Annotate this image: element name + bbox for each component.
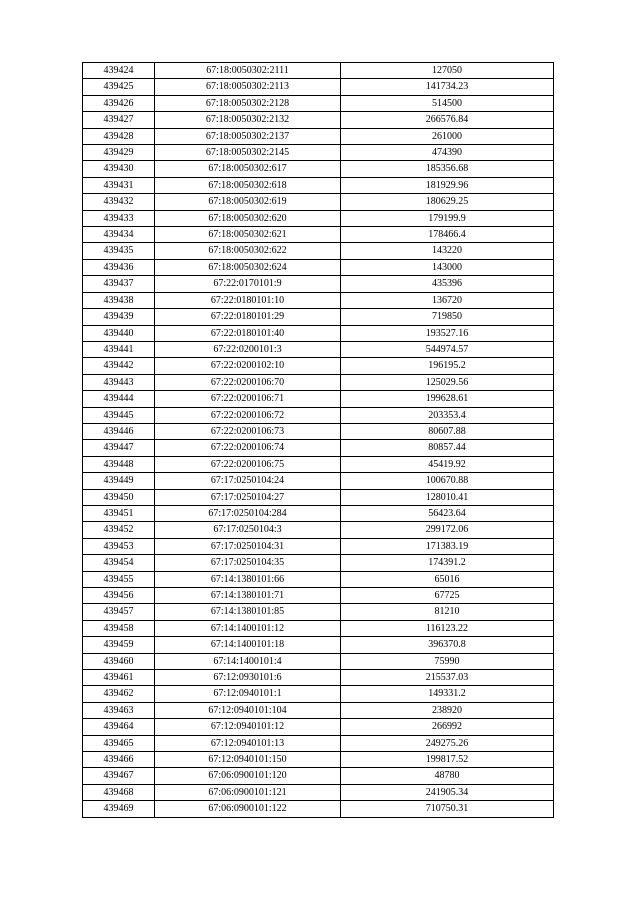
row-number-cell: 439431 <box>83 177 155 193</box>
value-cell: 171383.19 <box>341 538 554 554</box>
row-number-cell: 439441 <box>83 341 155 357</box>
value-cell: 128010.41 <box>341 489 554 505</box>
value-cell: 435396 <box>341 276 554 292</box>
table-row <box>83 784 554 800</box>
cadastral-number-cell: 67:18:0050302:2113 <box>155 79 341 95</box>
cadastral-number-cell: 67:14:1380101:71 <box>155 588 341 604</box>
table-row <box>83 456 554 472</box>
table-row <box>83 637 554 653</box>
row-number-cell: 439448 <box>83 456 155 472</box>
table-row <box>83 604 554 620</box>
cadastral-number-cell: 67:06:0900101:122 <box>155 801 341 817</box>
row-number-cell: 439455 <box>83 571 155 587</box>
row-number-cell: 439424 <box>83 63 155 79</box>
cadastral-number-cell: 67:18:0050302:2111 <box>155 63 341 79</box>
cadastral-number-cell: 67:12:0940101:104 <box>155 702 341 718</box>
cadastral-number-cell: 67:22:0200106:70 <box>155 374 341 390</box>
table-body <box>83 63 554 818</box>
row-number-cell: 439446 <box>83 423 155 439</box>
cadastral-number-cell: 67:18:0050302:624 <box>155 259 341 275</box>
value-cell: 241905.34 <box>341 784 554 800</box>
row-number-cell: 439467 <box>83 768 155 784</box>
table-row <box>83 752 554 768</box>
table-row <box>83 407 554 423</box>
row-number-cell: 439432 <box>83 194 155 210</box>
row-number-cell: 439457 <box>83 604 155 620</box>
row-number-cell: 439449 <box>83 473 155 489</box>
row-number-cell: 439454 <box>83 555 155 571</box>
table-row <box>83 686 554 702</box>
table-row <box>83 702 554 718</box>
table-row <box>83 571 554 587</box>
cadastral-number-cell: 67:18:0050302:618 <box>155 177 341 193</box>
value-cell: 178466.4 <box>341 227 554 243</box>
table-row <box>83 276 554 292</box>
table-row <box>83 95 554 111</box>
cadastral-number-cell: 67:14:1400101:18 <box>155 637 341 653</box>
row-number-cell: 439435 <box>83 243 155 259</box>
row-number-cell: 439426 <box>83 95 155 111</box>
row-number-cell: 439440 <box>83 325 155 341</box>
value-cell: 141734.23 <box>341 79 554 95</box>
row-number-cell: 439452 <box>83 522 155 538</box>
table-row <box>83 259 554 275</box>
value-cell: 100670.88 <box>341 473 554 489</box>
cadastral-number-cell: 67:17:0250104:3 <box>155 522 341 538</box>
value-cell: 185356.68 <box>341 161 554 177</box>
table-row <box>83 358 554 374</box>
cadastral-number-cell: 67:17:0250104:31 <box>155 538 341 554</box>
value-cell: 67725 <box>341 588 554 604</box>
value-cell: 266576.84 <box>341 112 554 128</box>
row-number-cell: 439469 <box>83 801 155 817</box>
cadastral-number-cell: 67:22:0180101:29 <box>155 309 341 325</box>
row-number-cell: 439436 <box>83 259 155 275</box>
row-number-cell: 439438 <box>83 292 155 308</box>
row-number-cell: 439428 <box>83 128 155 144</box>
row-number-cell: 439430 <box>83 161 155 177</box>
value-cell: 174391.2 <box>341 555 554 571</box>
row-number-cell: 439425 <box>83 79 155 95</box>
cadastral-number-cell: 67:18:0050302:621 <box>155 227 341 243</box>
table-row <box>83 194 554 210</box>
row-number-cell: 439429 <box>83 145 155 161</box>
value-cell: 266992 <box>341 719 554 735</box>
value-cell: 719850 <box>341 309 554 325</box>
cadastral-number-cell: 67:22:0200106:73 <box>155 423 341 439</box>
row-number-cell: 439445 <box>83 407 155 423</box>
table-row <box>83 177 554 193</box>
row-number-cell: 439466 <box>83 752 155 768</box>
table-row <box>83 505 554 521</box>
value-cell: 127050 <box>341 63 554 79</box>
table-row <box>83 670 554 686</box>
table-row <box>83 768 554 784</box>
table-row <box>83 292 554 308</box>
table-row <box>83 620 554 636</box>
value-cell: 75990 <box>341 653 554 669</box>
cadastral-number-cell: 67:17:0250104:35 <box>155 555 341 571</box>
row-number-cell: 439458 <box>83 620 155 636</box>
cadastral-number-cell: 67:12:0940101:12 <box>155 719 341 735</box>
cadastral-number-cell: 67:18:0050302:2145 <box>155 145 341 161</box>
cadastral-number-cell: 67:06:0900101:121 <box>155 784 341 800</box>
value-cell: 249275.26 <box>341 735 554 751</box>
value-cell: 149331.2 <box>341 686 554 702</box>
value-cell: 199817.52 <box>341 752 554 768</box>
table-row <box>83 735 554 751</box>
value-cell: 81210 <box>341 604 554 620</box>
table-row <box>83 391 554 407</box>
table-row <box>83 341 554 357</box>
cadastral-number-cell: 67:12:0940101:13 <box>155 735 341 751</box>
cadastral-number-cell: 67:22:0200106:75 <box>155 456 341 472</box>
cadastral-number-cell: 67:12:0940101:150 <box>155 752 341 768</box>
value-cell: 203353.4 <box>341 407 554 423</box>
cadastral-number-cell: 67:12:0930101:6 <box>155 670 341 686</box>
row-number-cell: 439453 <box>83 538 155 554</box>
row-number-cell: 439444 <box>83 391 155 407</box>
row-number-cell: 439450 <box>83 489 155 505</box>
value-cell: 181929.96 <box>341 177 554 193</box>
row-number-cell: 439427 <box>83 112 155 128</box>
table-row <box>83 112 554 128</box>
value-cell: 215537.03 <box>341 670 554 686</box>
table-row <box>83 440 554 456</box>
table-row <box>83 79 554 95</box>
row-number-cell: 439463 <box>83 702 155 718</box>
row-number-cell: 439459 <box>83 637 155 653</box>
table-row <box>83 243 554 259</box>
value-cell: 143000 <box>341 259 554 275</box>
value-cell: 199628.61 <box>341 391 554 407</box>
value-cell: 710750.31 <box>341 801 554 817</box>
cadastral-number-cell: 67:18:0050302:619 <box>155 194 341 210</box>
table-row <box>83 325 554 341</box>
table-row <box>83 374 554 390</box>
value-cell: 48780 <box>341 768 554 784</box>
table-row <box>83 423 554 439</box>
cadastral-number-cell: 67:12:0940101:1 <box>155 686 341 702</box>
cadastral-number-cell: 67:14:1400101:4 <box>155 653 341 669</box>
row-number-cell: 439434 <box>83 227 155 243</box>
cadastral-number-cell: 67:18:0050302:622 <box>155 243 341 259</box>
value-cell: 65016 <box>341 571 554 587</box>
value-cell: 45419.92 <box>341 456 554 472</box>
row-number-cell: 439437 <box>83 276 155 292</box>
cadastral-number-cell: 67:18:0050302:2128 <box>155 95 341 111</box>
cadastral-number-cell: 67:17:0250104:27 <box>155 489 341 505</box>
cadastral-number-cell: 67:22:0180101:10 <box>155 292 341 308</box>
table-row <box>83 522 554 538</box>
cadastral-number-cell: 67:17:0250104:24 <box>155 473 341 489</box>
table-row <box>83 801 554 817</box>
table-row <box>83 63 554 79</box>
cadastral-number-cell: 67:18:0050302:2137 <box>155 128 341 144</box>
cadastral-number-cell: 67:22:0200106:72 <box>155 407 341 423</box>
row-number-cell: 439465 <box>83 735 155 751</box>
row-number-cell: 439442 <box>83 358 155 374</box>
cadastral-number-cell: 67:22:0170101:9 <box>155 276 341 292</box>
value-cell: 196195.2 <box>341 358 554 374</box>
value-cell: 514500 <box>341 95 554 111</box>
value-cell: 179199.9 <box>341 210 554 226</box>
cadastral-number-cell: 67:18:0050302:617 <box>155 161 341 177</box>
row-number-cell: 439468 <box>83 784 155 800</box>
value-cell: 396370.8 <box>341 637 554 653</box>
table-row <box>83 309 554 325</box>
cadastral-number-cell: 67:22:0180101:40 <box>155 325 341 341</box>
row-number-cell: 439462 <box>83 686 155 702</box>
row-number-cell: 439447 <box>83 440 155 456</box>
table-row <box>83 538 554 554</box>
table-row <box>83 473 554 489</box>
table-row <box>83 161 554 177</box>
value-cell: 125029.56 <box>341 374 554 390</box>
value-cell: 299172.06 <box>341 522 554 538</box>
row-number-cell: 439443 <box>83 374 155 390</box>
table-row <box>83 145 554 161</box>
row-number-cell: 439439 <box>83 309 155 325</box>
data-table <box>82 62 554 818</box>
cadastral-number-cell: 67:18:0050302:2132 <box>155 112 341 128</box>
row-number-cell: 439451 <box>83 505 155 521</box>
cadastral-number-cell: 67:22:0200101:3 <box>155 341 341 357</box>
value-cell: 136720 <box>341 292 554 308</box>
table-row <box>83 555 554 571</box>
cadastral-number-cell: 67:06:0900101:120 <box>155 768 341 784</box>
cadastral-number-cell: 67:18:0050302:620 <box>155 210 341 226</box>
row-number-cell: 439460 <box>83 653 155 669</box>
row-number-cell: 439461 <box>83 670 155 686</box>
cadastral-number-cell: 67:17:0250104:284 <box>155 505 341 521</box>
value-cell: 544974.57 <box>341 341 554 357</box>
value-cell: 80857.44 <box>341 440 554 456</box>
value-cell: 116123.22 <box>341 620 554 636</box>
table-row <box>83 719 554 735</box>
cadastral-number-cell: 67:14:1380101:85 <box>155 604 341 620</box>
row-number-cell: 439456 <box>83 588 155 604</box>
value-cell: 143220 <box>341 243 554 259</box>
value-cell: 56423.64 <box>341 505 554 521</box>
cadastral-number-cell: 67:22:0200106:71 <box>155 391 341 407</box>
value-cell: 261000 <box>341 128 554 144</box>
value-cell: 474390 <box>341 145 554 161</box>
value-cell: 80607.88 <box>341 423 554 439</box>
value-cell: 238920 <box>341 702 554 718</box>
cadastral-number-cell: 67:14:1380101:66 <box>155 571 341 587</box>
row-number-cell: 439464 <box>83 719 155 735</box>
value-cell: 180629.25 <box>341 194 554 210</box>
table-row <box>83 588 554 604</box>
value-cell: 193527.16 <box>341 325 554 341</box>
table-row <box>83 210 554 226</box>
cadastral-number-cell: 67:14:1400101:12 <box>155 620 341 636</box>
cadastral-number-cell: 67:22:0200106:74 <box>155 440 341 456</box>
table-row <box>83 489 554 505</box>
cadastral-number-cell: 67:22:0200102:10 <box>155 358 341 374</box>
row-number-cell: 439433 <box>83 210 155 226</box>
table-row <box>83 653 554 669</box>
table-row <box>83 128 554 144</box>
table-row <box>83 227 554 243</box>
